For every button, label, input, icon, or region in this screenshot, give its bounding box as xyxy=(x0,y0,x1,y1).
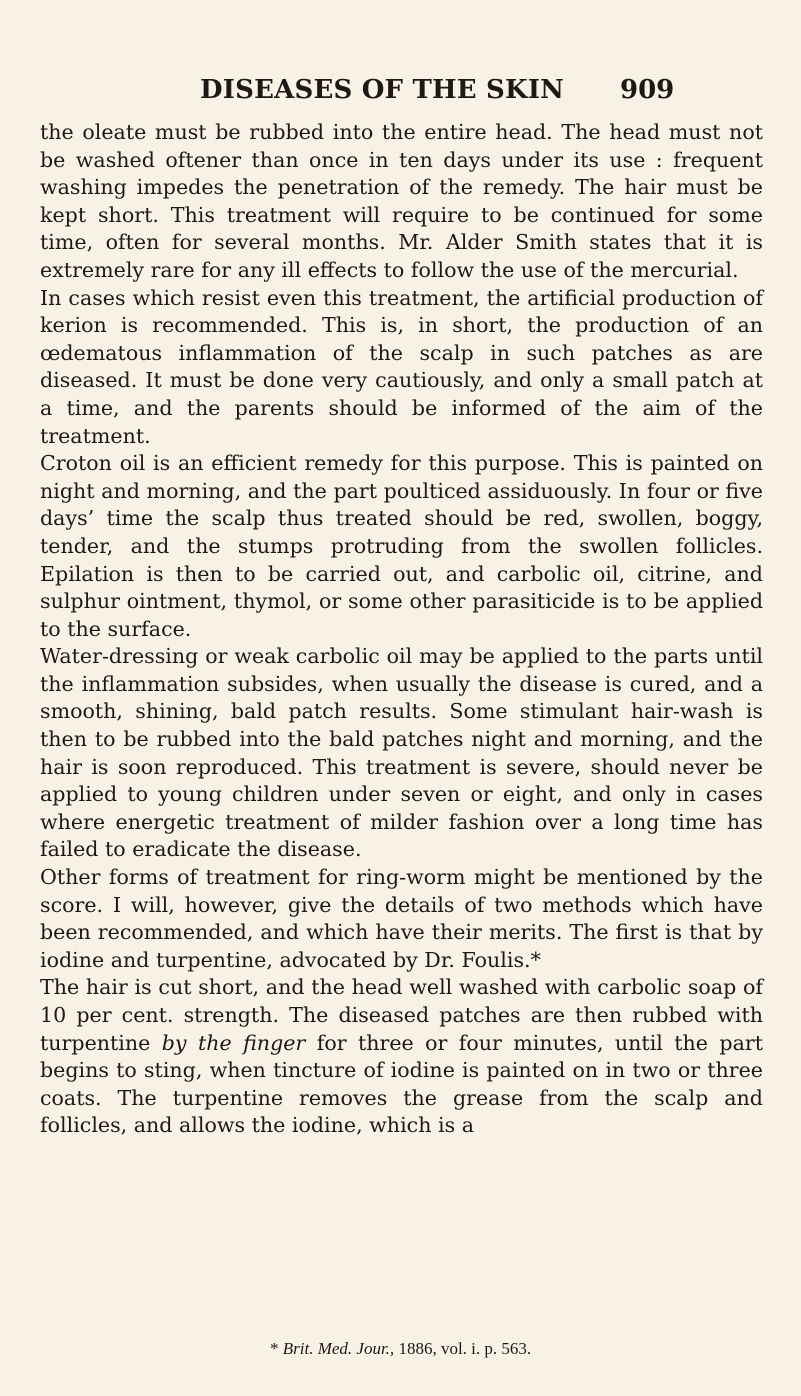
footnote xyxy=(270,1339,531,1359)
footnote-marker: * xyxy=(270,1339,283,1358)
paragraph-6-italic: by the finger xyxy=(161,1030,306,1055)
paragraph-3: Croton oil is an efficient remedy for this purpose. This is painted on night and morning, and the part poulticed assiduously. In four or five days’ time the scalp thus treated should be red, swollen, boggy, tender, and the stumps protruding from the swollen follicles. Epilation is then to be carried out, and carbolic oil, citrine, and sulphur ointment, thymol, or some other parasiticide is to be applied to the surface. xyxy=(40,451,763,641)
body-text xyxy=(40,119,763,1140)
page-header xyxy=(0,75,801,115)
paragraph-5: Other forms of treatment for ring-worm might be mentioned by the score. I will, however, give the details of two methods which have been recommended, and which have their merits. The first is that by iodine and turpentine, advocated by Dr. Foulis.* xyxy=(40,865,763,972)
paragraph-6 xyxy=(40,974,763,1140)
footnote-citation: 1886, vol. i. p. 563. xyxy=(394,1339,532,1358)
page-number: 909 xyxy=(620,75,675,105)
paragraph-2: In cases which resist even this treatment, the artificial production of kerion is recommended. This is, in short, the production of an œdematous inflammation of the scalp in such patches as are diseased. It must be done very cautiously, and only a small patch at a time, and the parents should be informed of the aim of the treatment. xyxy=(40,285,763,448)
footnote-journal: Brit. Med. Jour., xyxy=(282,1339,395,1358)
running-head: DISEASES OF THE SKIN xyxy=(200,75,565,105)
paragraph-6-start: The hair is cut short, and the head well washed with carbolic soap of 10 per cent. strength. The diseased patches are then rubbed with turpentine xyxy=(40,975,763,1055)
paragraph-6-end: for three or four minutes, until the part begins to sting, when tincture of iodine is painted on in two or three coats. The turpentine removes the grease from the scalp and follicles, and allows the iodine, which is a xyxy=(40,1030,763,1138)
paragraph-4: Water-dressing or weak carbolic oil may be applied to the parts until the inflammation subsides, when usually the disease is cured, and a smooth, shining, bald patch results. Some stimulant hair-wash is then to be rubbed into the bald patches night and morning, and the hair is soon reproduced. This treatment is severe, should never be applied to young children under seven or eight, and only in cases where energetic treatment of milder fashion over a long time has failed to eradicate the disease. xyxy=(40,644,763,862)
paragraph-1: the oleate must be rubbed into the entire head. The head must not be washed oftener than once in ten days under its use : frequent washing impedes the penetration of the remedy. The hair must be kept short. This treatment will require to be continued for some time, often for several months. Mr. Alder Smith states that it is extremely rare for any ill effects to follow the use of the mercurial. xyxy=(40,120,763,282)
